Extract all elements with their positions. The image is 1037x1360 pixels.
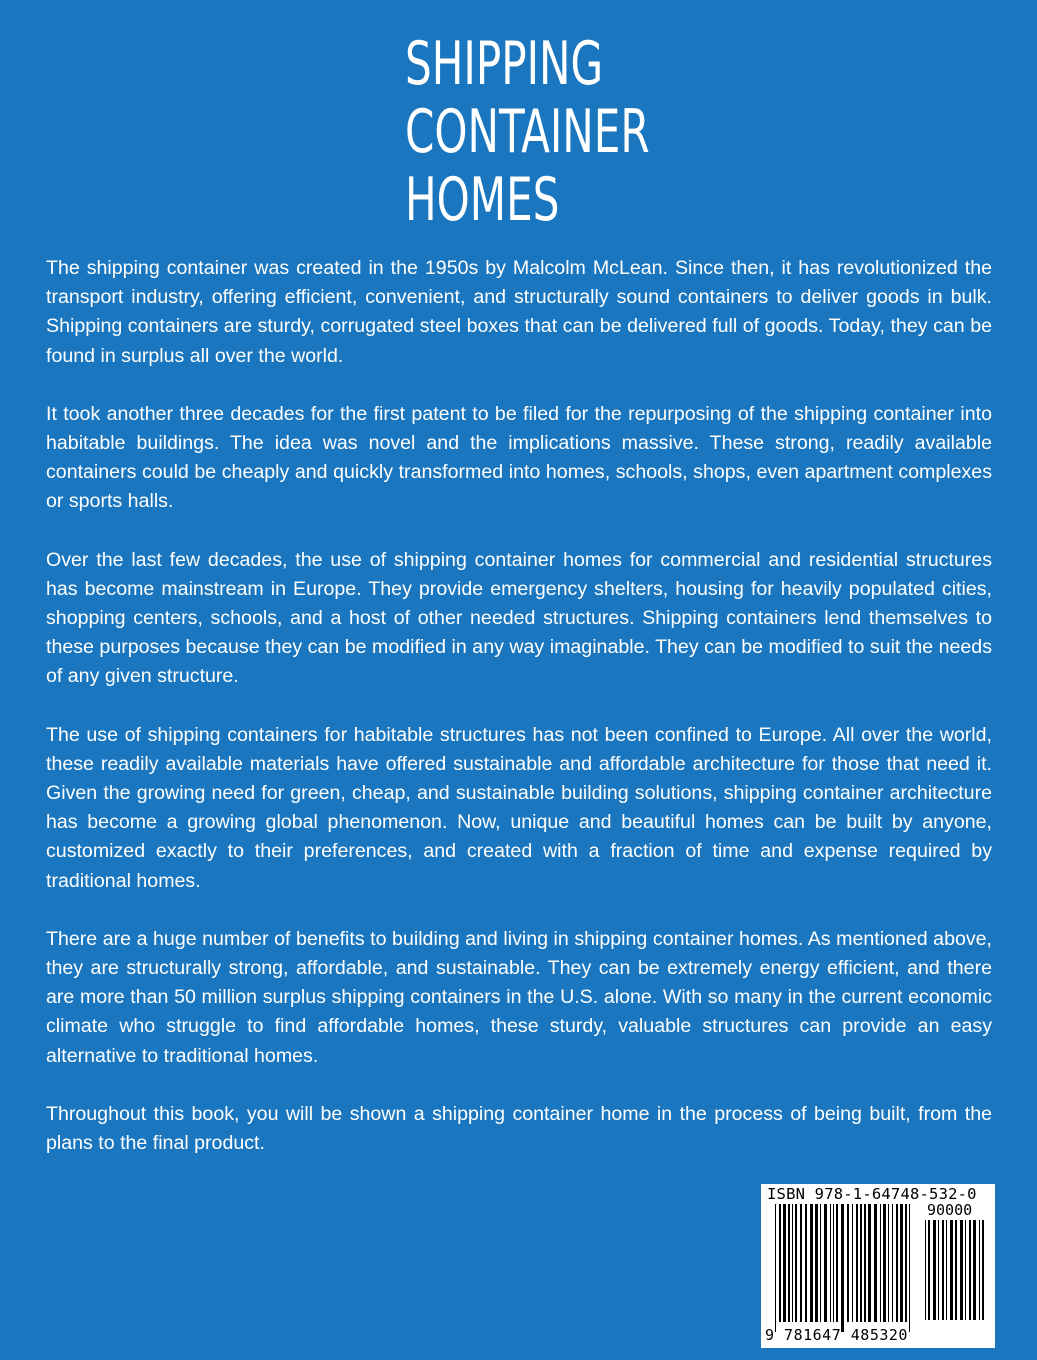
addon-bar xyxy=(965,1220,966,1320)
addon-bar xyxy=(960,1220,963,1320)
addon-bar xyxy=(942,1220,944,1320)
paragraph-6: Throughout this book, you will be shown a shipping container home in the process of being built, from the plans to the final product. xyxy=(46,1102,992,1155)
paragraph-4: The use of shipping containers for habitable structures has not been confined to Europe. All over the world, these readily available materials have offered sustainable and affordable architecture for those that need it. Given the growing need for green, cheap, and sustainable building solutions, shipping container architecture has become a growing global phenomenon. Now, unique and beautiful homes can be built by anyone, customized exactly to their preferences, and created with a fraction of time and expense required by traditional homes. xyxy=(46,723,992,892)
barcode-bar xyxy=(824,1204,827,1322)
price-code: 90000 xyxy=(927,1201,973,1219)
barcode-bar xyxy=(775,1204,776,1332)
barcode-bar xyxy=(820,1204,821,1322)
barcode-bar xyxy=(800,1204,802,1322)
barcode-bar xyxy=(856,1204,858,1322)
addon-bar xyxy=(973,1220,976,1320)
book-title xyxy=(405,30,650,234)
barcode-bar xyxy=(905,1204,907,1322)
addon-bar xyxy=(925,1220,926,1320)
barcode-bar xyxy=(788,1204,790,1322)
barcode-bar xyxy=(815,1204,818,1322)
barcode-bar xyxy=(868,1204,871,1322)
addon-bar xyxy=(950,1220,953,1320)
barcode-bar xyxy=(830,1204,831,1322)
barcode-bar xyxy=(833,1204,834,1322)
barcode-bar xyxy=(883,1204,886,1322)
barcode-bar xyxy=(874,1204,877,1322)
barcode-bar xyxy=(792,1204,793,1322)
barcode-bar xyxy=(836,1204,838,1322)
barcode-bar xyxy=(888,1204,889,1322)
barcode-bar xyxy=(841,1204,844,1332)
barcode-bar xyxy=(860,1204,862,1322)
addon-bar xyxy=(928,1220,930,1320)
barcode-bar xyxy=(805,1204,807,1322)
title-line-1: SHIPPING xyxy=(405,29,604,99)
addon-bar xyxy=(946,1220,947,1320)
barcode-bar xyxy=(909,1204,910,1332)
barcode-bar xyxy=(880,1204,881,1322)
barcode-bar xyxy=(847,1204,849,1322)
addon-bar xyxy=(979,1220,980,1320)
paragraph-5: There are a huge number of benefits to building and living in shipping container homes. As mentioned above, they are structurally strong, affordable, and sustainable. They can be extremely energy efficient, and there are more than 50 million surplus shipping containers in the U.S. alone. With so many in the current economic climate who struggle to find affordable homes, these sturdy, valuable structures can provide an easy alternative to traditional homes. xyxy=(46,927,992,1067)
paragraph-3: Over the last few decades, the use of shipping container homes for commercial and residential structures has become mainstream in Europe. They provide emergency shelters, housing for heavily populated cities, shopping centers, schools, and a host of other needed structures. Shipping containers lend themselves to these purposes because they can be modified in any way imaginable. They can be modified to suit the needs of any given structure. xyxy=(46,548,992,688)
isbn-label: ISBN 978-1-64748-532-0 xyxy=(767,1185,977,1203)
title-line-3: HOMES xyxy=(405,165,560,235)
title-line-2: CONTAINER xyxy=(405,97,650,167)
barcode-bar xyxy=(852,1204,853,1322)
paragraph-1: The shipping container was created in the 1950s by Malcolm McLean. Since then, it has revolutionized the transport industry, offering efficient, convenient, and structurally sound containers to deliver goods in bulk. Shipping containers are sturdy, corrugated steel boxes that can be delivered full of goods. Today, they can be found in surplus all over the world. xyxy=(46,257,992,367)
barcode-bar xyxy=(783,1204,786,1322)
addon-bar xyxy=(955,1220,957,1320)
barcode-bar xyxy=(810,1204,813,1322)
ean-digits: 9 781647 485320 xyxy=(765,1326,908,1344)
barcode-bar xyxy=(795,1204,797,1322)
barcode-bar xyxy=(892,1204,893,1322)
blurb-text xyxy=(46,254,992,1187)
addon-bar xyxy=(938,1220,939,1320)
barcode-bar xyxy=(864,1204,866,1322)
barcode-bar xyxy=(779,1204,781,1322)
barcode-bar xyxy=(896,1204,898,1322)
paragraph-2: It took another three decades for the first patent to be filed for the repurposing of the shipping container into habitable buildings. The idea was novel and the implications massive. These strong, readily available containers could be cheaply and quickly transformed into homes, schools, shops, even apartment complexes or sports halls. xyxy=(46,402,992,513)
addon-bar xyxy=(933,1220,936,1320)
isbn-barcode xyxy=(761,1184,995,1348)
barcode-bar xyxy=(900,1204,903,1322)
addon-bar xyxy=(982,1220,984,1320)
addon-bar xyxy=(969,1220,971,1320)
